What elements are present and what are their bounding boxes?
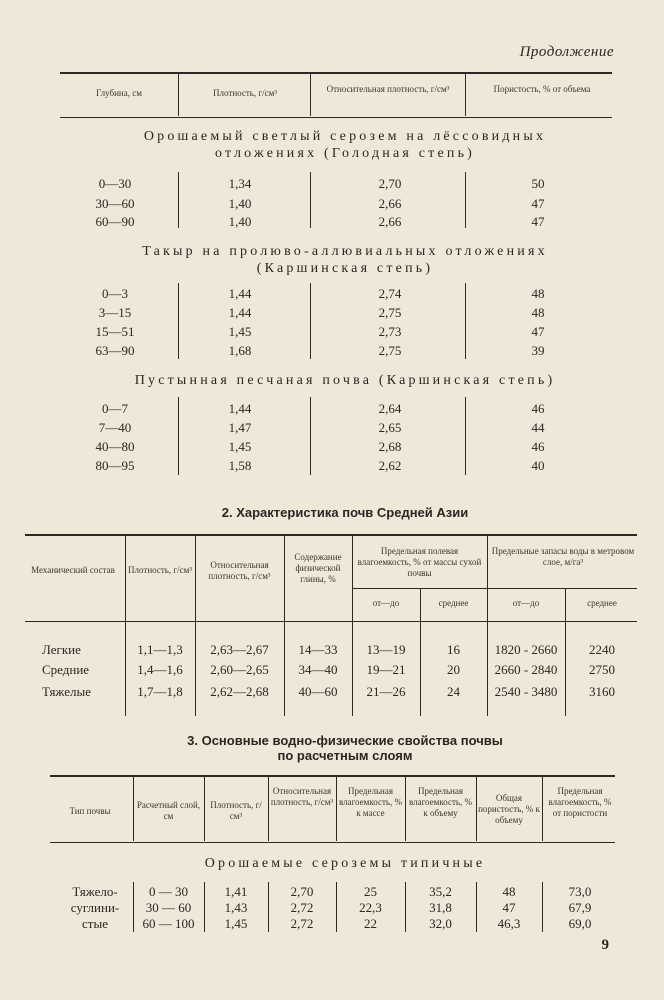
t1-header-depth: Глубина, см [96, 88, 142, 98]
t1-header-rel-density: Относительная плотность, г/см³ [326, 84, 450, 94]
t2-header-moist-range: от—до [372, 598, 400, 608]
continuation-label: Продолжение [519, 44, 614, 60]
t3-header-layer: Расчетный слой, см [136, 800, 201, 821]
t3-soil-type: Тяжело- суглини- стые [70, 884, 120, 931]
t3-header-density: Плотность, г/см³ [210, 800, 262, 821]
t2-header-density: Плотность, г/см³ [128, 565, 192, 575]
t2-header-res-mean: среднее [587, 598, 617, 608]
t2-header-moist-mean: среднее [438, 598, 469, 608]
table2-title: 2. Характеристика почв Средней Азии [221, 505, 469, 520]
t1-section-1-title-line1: Орошаемый светлый серозем на лёссовидных [143, 129, 547, 144]
t3-header-rel-density: Относительная плотность, г/см³ [270, 786, 334, 807]
t2-header-rel-density: Относительная плотность, г/см³ [208, 560, 271, 581]
book-page: Продолжение Глубина, см Плотность, г/см³ Относительная плотность, г/см³ Пористость, % от объема Орошаемый светлый серозем на лёссовидных отложениях (Голодная степь) 0—30 1,34 2,70 50 30—60 1,40 2,66 47 60—90 1,40 2,66 47 Такыр на пролюво-аллювиальных отложениях (Каршинская степь) 0—3 1,44 2,74 48 3—15 1,44 2,75 48 15—51 1,45 2,73 47 63—90 1,68 2,75 39 Пустынная песчаная почва (Каршинская степь) 0—7 1,44 2,64 46 7—40 1,47 2,65 44 40—80 1,45 2,68 46 80—95 1,58 2,62 40 2. Характеристика почв Средней Азии Механический состав Плотность, г/см³ Относительная плотность, г/см³ Содержание физической глины, % Предельная полевая влагоемкость, % от массы сухой почвы Предельные запасы воды в метровом слое, м/га³ от—до среднее от—до среднее Легкие 1,1—1,3 2,63—2,67 14—33 13—19 16 1820 - 2660 2240 Средние 1,4—1,6 2,60—2,65 34—40 19—21 20 2660 - 2840 2750 Тяжелые 1,7—1,8 2,62—2,68 40—60 21—26 24 2540 - 3480 3160 3. Основные водно-физические свойства почвы по расчетным слоям Тип почвы Расчетный слой, см Плотность, г/см³ Относительная плотность, г/см³ Предельная влагоемкость, % к массе Предельная влагоемкость, % к объему Общая пористость, % к объему Предельная влагоемкость, % от пористости Орошаемые сероземы типичные Тяжело- суглини- стые 0 — 30 1,41 2,70 25 35,2 48 73,0 30 — 60 1,43 2,72 22,3 31,8 47 67,9 60 — 100 1,45 2,72 22 32,0 46,3 69,0 9 [0, 0, 664, 1000]
table3-top-rule [50, 775, 615, 777]
t2-header-mech: Механический состав [31, 565, 115, 575]
table1-header-rule [60, 117, 612, 118]
t3-section-title: Орошаемые сероземы типичные [204, 856, 486, 871]
table3-title-line1: 3. Основные водно-физические свойства почвы [187, 733, 503, 748]
t3-header-moist-volume: Предельная влагоемкость, % к объему [408, 786, 473, 818]
t3-header-moist-mass: Предельная влагоемкость, % к массе [338, 786, 403, 818]
t2-header-clay: Содержание физической глины, % [294, 552, 342, 584]
t2-header-reserves: Предельные запасы воды в метровом слое, м/га³ [491, 546, 635, 567]
t1-section-3-title: Пустынная песчаная почва (Каршинская степь) [134, 373, 556, 388]
table2-top-rule [25, 534, 637, 536]
table3-title-line2: по расчетным слоям [277, 748, 413, 763]
t1-header-porosity: Пористость, % от объема [493, 84, 591, 94]
t2-header-res-range: от—до [512, 598, 540, 608]
t3-header-moist-porosity: Предельная влагоемкость, % от пористости [548, 786, 612, 818]
t1-section-2-title-line1: Такыр на пролюво-аллювиальных отложениях [142, 244, 548, 259]
table2-header-rule [25, 621, 637, 622]
t1-section-1-title-line2: отложениях (Голодная степь) [214, 146, 476, 161]
t1-section-2-title-line2: (Каршинская степь) [256, 261, 434, 276]
page-number: 9 [601, 937, 609, 953]
table3-header-rule [50, 842, 615, 843]
t3-header-porosity: Общая пористость, % к объему [478, 793, 540, 825]
t2-header-moist: Предельная полевая влагоемкость, % от массы сухой почвы [357, 546, 482, 578]
table1-top-rule [60, 72, 612, 74]
t1-header-density: Плотность, г/см³ [213, 88, 277, 98]
t3-header-type: Тип почвы [69, 806, 111, 816]
